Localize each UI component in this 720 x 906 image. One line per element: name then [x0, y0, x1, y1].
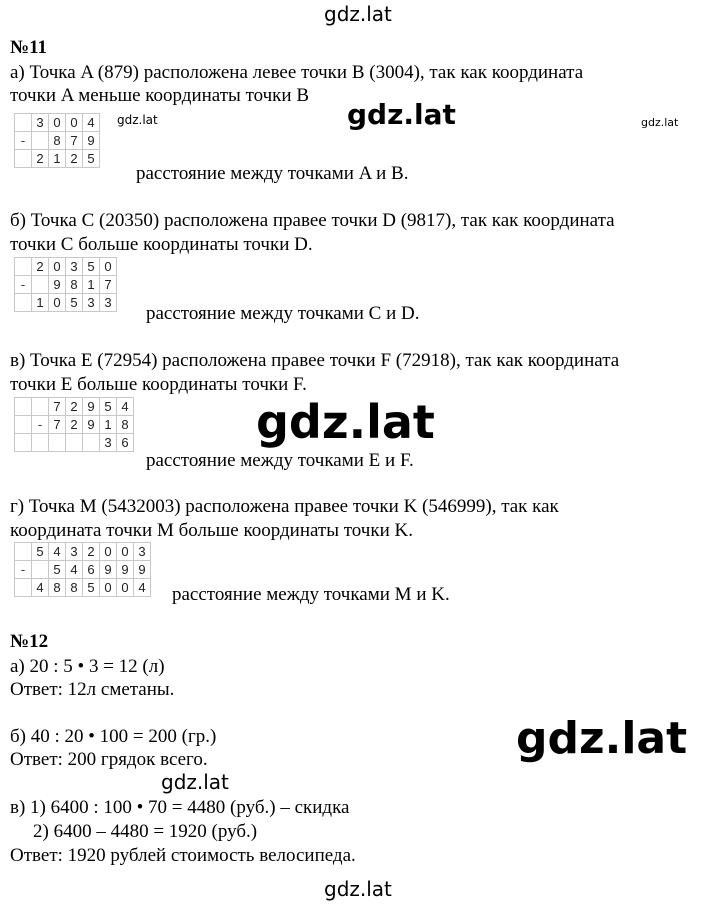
grid-cell: [15, 114, 32, 132]
grid-cell: 2: [66, 150, 83, 168]
grid-cell: 9: [83, 132, 100, 150]
grid-cell: [32, 276, 49, 294]
grid-cell: 4: [49, 543, 66, 561]
grid-cell: [15, 294, 32, 312]
task12-a-line: а) 20 : 5 • 3 = 12 (л): [10, 656, 165, 677]
task11-heading: №11: [10, 37, 48, 58]
grid-cell: 5: [100, 398, 117, 416]
grid-cell: 8: [49, 132, 66, 150]
grid-cell: 5: [83, 579, 100, 597]
grid-cell: 5: [66, 294, 83, 312]
grid-cell: 4: [66, 561, 83, 579]
grid-cell: [32, 434, 49, 452]
grid-cell: 4: [83, 114, 100, 132]
grid-cell: 1: [32, 294, 49, 312]
grid-cell: [83, 434, 100, 452]
grid-cell: 6: [83, 561, 100, 579]
grid-cell: 7: [66, 132, 83, 150]
subtraction-grid-b: [14, 257, 117, 312]
grid-cell: 5: [83, 258, 100, 276]
task11-d-caption: расстояние между точками M и K.: [172, 584, 450, 605]
grid-cell: 8: [49, 579, 66, 597]
task11-b-line1: б) Точка C (20350) расположена правее точки D (9817), так как координата: [10, 210, 615, 231]
grid-cell: 0: [117, 543, 134, 561]
grid-cell: 0: [66, 114, 83, 132]
task11-c-line2: точки E больше координаты точки F.: [10, 374, 307, 395]
grid-cell: 7: [49, 416, 66, 434]
grid-cell: 6: [117, 434, 134, 452]
minus-sign: -: [15, 276, 32, 294]
minus-sign: -: [15, 561, 32, 579]
task12-b-line: б) 40 : 20 • 100 = 200 (гр.): [10, 726, 217, 747]
grid-cell: 3: [134, 543, 151, 561]
grid-cell: 2: [66, 416, 83, 434]
grid-cell: 0: [49, 258, 66, 276]
grid-cell: 9: [83, 416, 100, 434]
subtraction-grid-c: [14, 397, 134, 452]
grid-cell: 5: [32, 543, 49, 561]
grid-cell: 2: [66, 398, 83, 416]
watermark-near-a: gdz.lat: [347, 98, 456, 131]
task11-c-line1: в) Точка E (72954) расположена правее точки F (72918), так как координата: [10, 350, 620, 371]
grid-cell: 1: [83, 276, 100, 294]
grid-cell: 1: [100, 416, 117, 434]
watermark-mid-small: gdz.lat: [161, 770, 229, 794]
grid-cell: [32, 398, 49, 416]
watermark-bottom: gdz.lat: [324, 877, 392, 901]
grid-cell: 0: [49, 114, 66, 132]
grid-cell: 9: [100, 561, 117, 579]
grid-cell: [15, 258, 32, 276]
grid-cell: 0: [49, 294, 66, 312]
grid-cell: 3: [83, 294, 100, 312]
grid-cell: 0: [100, 258, 117, 276]
watermark-right-small: gdz.lat: [641, 116, 679, 129]
grid-cell: 0: [100, 543, 117, 561]
grid-cell: 0: [117, 579, 134, 597]
grid-cell: 3: [32, 114, 49, 132]
grid-cell: 5: [83, 150, 100, 168]
task11-d-line2: координата точки M больше координаты точки K.: [10, 520, 413, 541]
grid-cell: 7: [100, 276, 117, 294]
watermark-top: gdz.lat: [324, 2, 392, 26]
watermark-right-big: gdz.lat: [516, 713, 688, 764]
grid-cell: 7: [49, 398, 66, 416]
grid-cell: 3: [100, 294, 117, 312]
grid-cell: [15, 398, 32, 416]
watermark-tiny-grid: gdz.lat: [117, 113, 158, 127]
grid-cell: 9: [83, 398, 100, 416]
grid-cell: 1: [49, 150, 66, 168]
grid-cell: [32, 132, 49, 150]
task11-b-line2: точки C больше координаты точки D.: [10, 234, 313, 255]
task12-a-answer: Ответ: 12л сметаны.: [10, 679, 175, 700]
grid-cell: [66, 434, 83, 452]
grid-cell: [15, 543, 32, 561]
grid-cell: 8: [66, 579, 83, 597]
task12-b-answer: Ответ: 200 грядок всего.: [10, 749, 208, 770]
grid-cell: 2: [32, 258, 49, 276]
grid-cell: 5: [49, 561, 66, 579]
minus-sign: -: [32, 416, 49, 434]
grid-cell: [15, 434, 32, 452]
grid-cell: 9: [134, 561, 151, 579]
grid-cell: 8: [117, 416, 134, 434]
task12-c-line2: 2) 6400 – 4480 = 1920 (руб.): [33, 821, 258, 842]
task11-a-line2: точки A меньше координаты точки B: [10, 85, 310, 106]
grid-cell: 0: [100, 579, 117, 597]
grid-cell: 9: [117, 561, 134, 579]
grid-cell: [15, 416, 32, 434]
grid-cell: [15, 150, 32, 168]
grid-cell: [32, 561, 49, 579]
task12-c-answer: Ответ: 1920 рублей стоимость велосипеда.: [10, 845, 356, 866]
grid-cell: 3: [66, 258, 83, 276]
grid-cell: 4: [134, 579, 151, 597]
minus-sign: -: [15, 132, 32, 150]
subtraction-grid-d: [14, 542, 151, 597]
grid-cell: [49, 434, 66, 452]
subtraction-grid-a: [14, 113, 100, 168]
task11-a-caption: расстояние между точками A и B.: [136, 163, 409, 184]
grid-cell: [15, 579, 32, 597]
watermark-center-big: gdz.lat: [256, 395, 435, 449]
task11-b-caption: расстояние между точками C и D.: [146, 303, 420, 324]
grid-cell: 3: [100, 434, 117, 452]
task12-heading: №12: [10, 631, 49, 652]
grid-cell: 9: [49, 276, 66, 294]
grid-cell: 3: [66, 543, 83, 561]
grid-cell: 2: [83, 543, 100, 561]
task11-a-line1: а) Точка A (879) расположена левее точки B (3004), так как координата: [10, 62, 584, 83]
grid-cell: 8: [66, 276, 83, 294]
grid-cell: 2: [32, 150, 49, 168]
grid-cell: 4: [117, 398, 134, 416]
grid-cell: 4: [32, 579, 49, 597]
task11-c-caption: расстояние между точками E и F.: [146, 450, 414, 471]
task12-c-line1: в) 1) 6400 : 100 • 70 = 4480 (руб.) – скидка: [10, 797, 350, 818]
task11-d-line1: г) Точка M (5432003) расположена правее точки K (546999), так как: [10, 496, 559, 517]
